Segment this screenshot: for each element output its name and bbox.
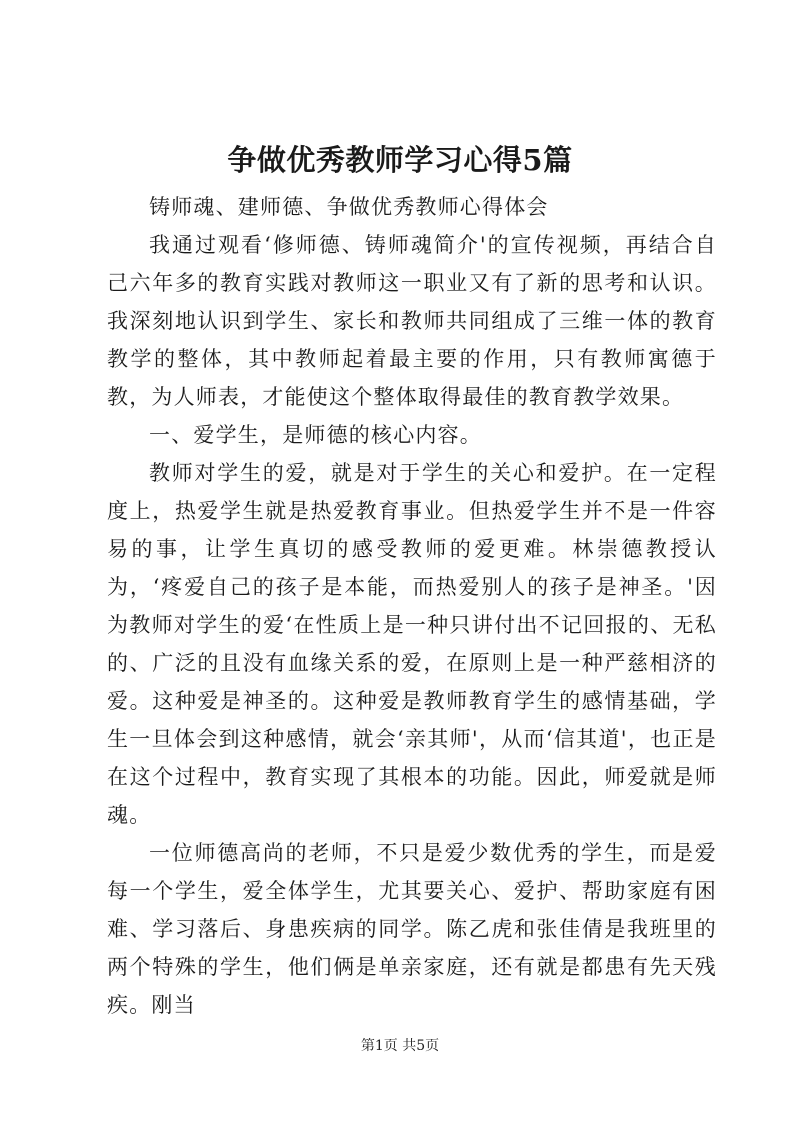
- paragraph-heading: 一、爱学生，是师德的核心内容。: [149, 423, 482, 447]
- paragraph: 我通过观看‘修师德、铸师魂简介'的宣传视频，再结合自己六年多的教育实践对教师这一职业又有了新的思考和认识。我深刻地认识到学生、家长和教师共同组成了三维一体的教育教学的整体，其中教师起着最主要的作用，只有教师寓德于教，为人师表，才能使这个整体取得最佳的教育教学效果。: [107, 233, 717, 409]
- paragraph-subtitle: 铸师魂、建师德、争做优秀教师心得体会: [149, 195, 549, 219]
- paragraph: 一位师德高尚的老师，不只是爱少数优秀的学生，而是爱每一个学生，爱全体学生，尤其要关心、爱护、帮助家庭有困难、学习落后、身患疾病的同学。陈乙虎和张佳倩是我班里的两个特殊的学生，他们俩是单亲家庭，还有就是都患有先天残疾。刚当: [107, 841, 717, 1017]
- paragraph: 教师对学生的爱，就是对于学生的关心和爱护。在一定程度上，热爱学生就是热爱教育事业。但热爱学生并不是一件容易的事，让学生真切的感受教师的爱更难。林崇德教授认为，‘疼爱自己的孩子是本能，而热爱别人的孩子是神圣。'因为教师对学生的爱‘在性质上是一种只讲付出不记回报的、无私的、广泛的且没有血缘关系的爱，在原则上是一种严慈相济的爱。这种爱是神圣的。这种爱是教师教育学生的感情基础，学生一旦体会到这种感情，就会‘亲其师'，从而‘信其道'，也正是在这个过程中，教育实现了其根本的功能。因此，师爱就是师魂。: [107, 461, 717, 827]
- page-footer: 第1页 共5页: [360, 1038, 440, 1054]
- document-title: 争做优秀教师学习心得5篇: [227, 143, 573, 177]
- document-body: [107, 188, 717, 1024]
